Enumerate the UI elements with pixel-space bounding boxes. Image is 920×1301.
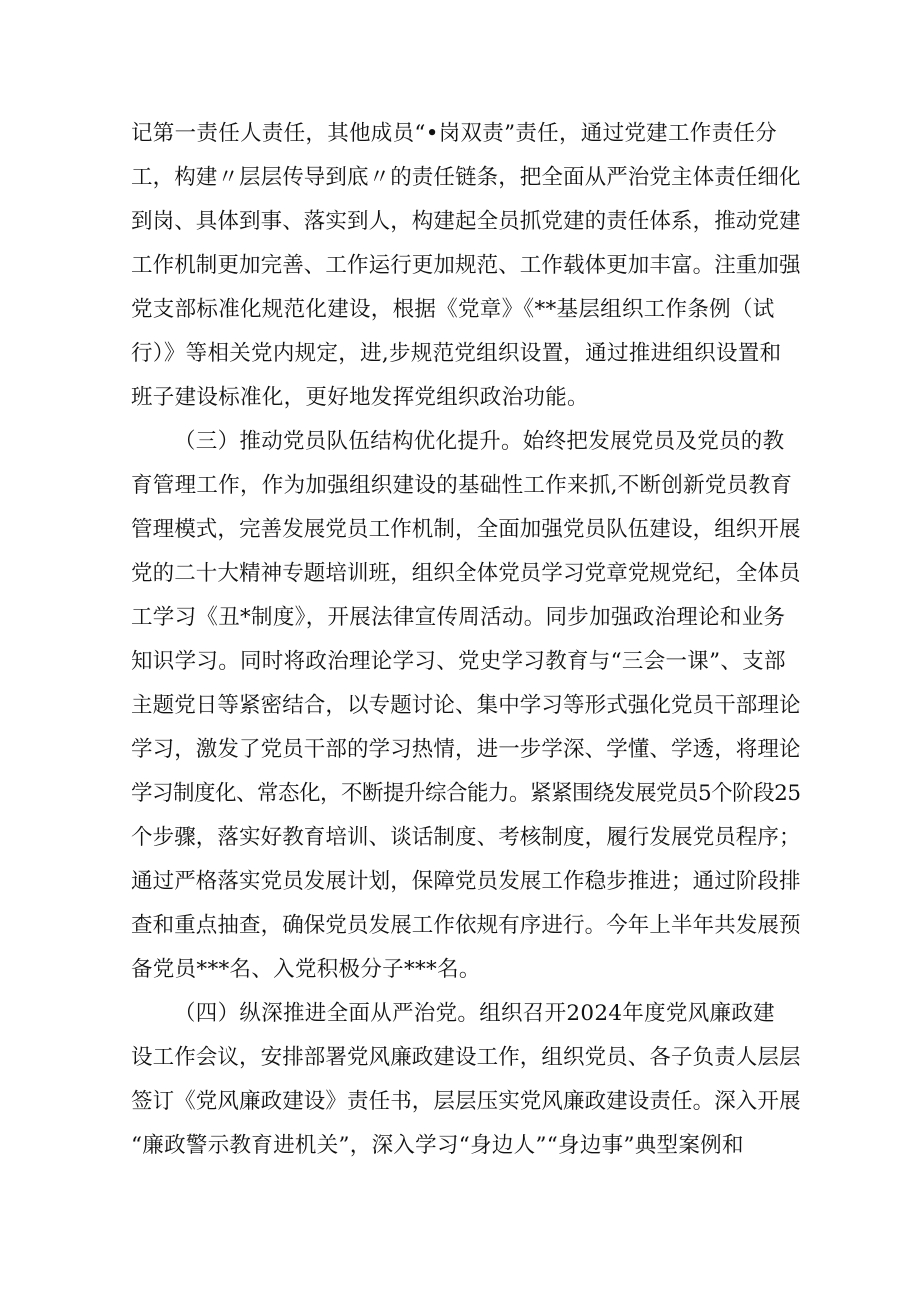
- text-line: 查和重点抽查，确保党员发展工作依规有序进行。今年上半年共发展预: [131, 913, 801, 938]
- text-line: 知识学习。同时将政治理论学习、党史学习教育与“三会一课”、支部: [131, 649, 786, 674]
- text-line: 签订《党风廉政建设》责任书，层层压实党风廉政建设责任。深入开展: [131, 1089, 801, 1114]
- text-line: 主题党日等紧密结合，以专题讨论、集中学习等形式强化党员干部理论: [131, 693, 801, 718]
- text-line: 党的二十大精神专题培训班，组织全体党员学习党章党规党纪，全体员: [131, 561, 801, 586]
- text-line: 育管理工作，作为加强组织建设的基础性工作来抓,不断创新党员教育: [131, 473, 793, 498]
- text-line: 学习制度化、常态化，不断提升综合能力。紧紧围绕发展党员5个阶段25: [131, 781, 801, 806]
- text-line: 管理模式，完善发展党员工作机制，全面加强党员队伍建设，组织开展: [131, 517, 801, 542]
- text-line: 行）》等相关党内规定，进,步规范党组织设置，通过推进组织设置和: [131, 341, 782, 366]
- text-line: 到岗、具体到事、落实到人，构建起全员抓党建的责任体系，推动党建: [131, 209, 801, 234]
- text-line: 工学习《丑*制度》，开展法律宣传周活动。同步加强政治理论和业务: [131, 605, 786, 630]
- text-line: 设工作会议，安排部署党风廉政建设工作，组织党员、各子负责人层层: [131, 1045, 801, 1070]
- text-line: 个步骤，落实好教育培训、谈话制度、考核制度，履行发展党员程序；: [131, 825, 801, 850]
- text-line: 记第一责任人责任，其他成员“•岗双责”责任，通过党建工作责任分: [131, 121, 777, 146]
- text-line: 备党员***名、入党积极分子***名。: [131, 957, 481, 982]
- text-line: 党支部标准化规范化建设，根据《党章》《**基层组织工作条例（试: [131, 297, 775, 322]
- paragraph-heading-3: （三）推动党员队伍结构优化提升。始终把发展党员及党员的教: [174, 429, 785, 454]
- text-line: “廉政警示教育进机关”，深入学习“身边人”“身边事”典型案例和: [131, 1133, 744, 1158]
- text-line: 工作机制更加完善、工作运行更加规范、工作载体更加丰富。注重加强: [131, 253, 801, 278]
- text-line: 通过严格落实党员发展计划，保障党员发展工作稳步推进；通过阶段排: [131, 869, 801, 894]
- text-line: 工，构建〃层层传导到底〃的责任链条，把全面从严治党主体责任细化: [131, 165, 801, 190]
- paragraph-heading-4: （四）纵深推进全面从严治党。组织召开2024年度党风廉政建: [174, 1001, 775, 1026]
- text-line: 学习，激发了党员干部的学习热情，进一步学深、学懂、学透，将理论: [131, 737, 801, 762]
- text-line: 班子建设标准化，更好地发挥党组织政治功能。: [131, 385, 589, 410]
